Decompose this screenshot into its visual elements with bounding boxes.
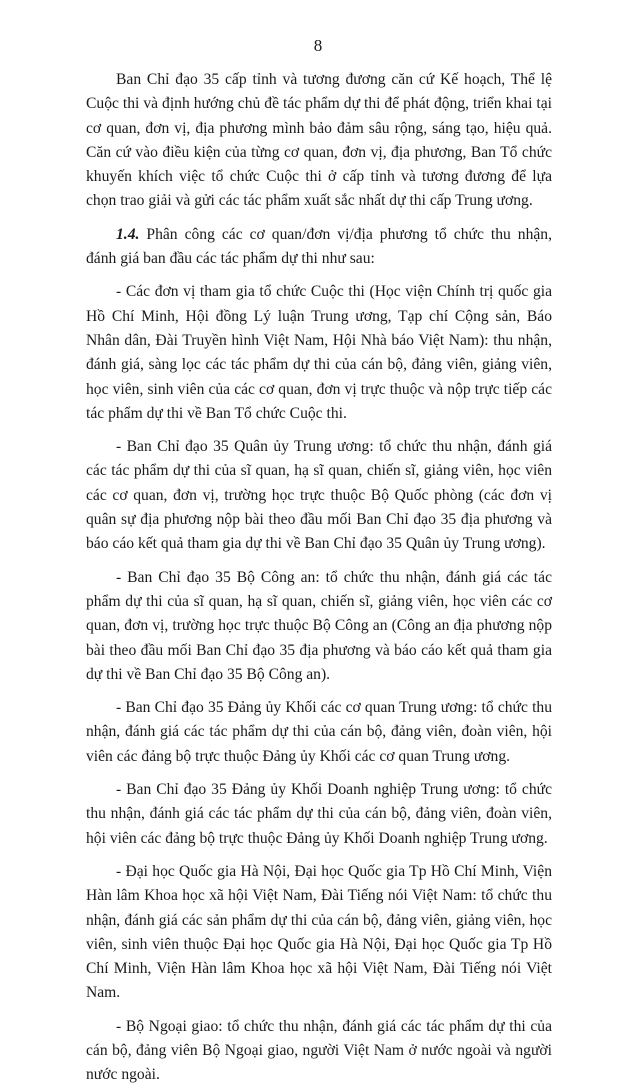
list-item: - Đại học Quốc gia Hà Nội, Đại học Quốc gia Tp Hồ Chí Minh, Viện Hàn lâm Khoa học xã hội Việt Nam, Đài Tiếng nói Việt Nam: tổ chức thu nhận, đánh giá các sản phẩm dự thi của cán bộ, đảng viên, giảng viên, học viên, sinh viên thuộc Đại học Quốc gia Hà Nội, Đại học Quốc gia Tp Hồ Chí Minh, Viện Hàn lâm Khoa học xã hội Việt Nam, Đài Tiếng nói Việt Nam. [86, 862, 552, 1002]
list-item: - Ban Chỉ đạo 35 Đảng ủy Khối các cơ quan Trung ương: tổ chức thu nhận, đánh giá các tác phẩm dự thi của cán bộ, đảng viên, đoàn viên, hội viên các đảng bộ trực thuộc Đảng ủy Khối các cơ quan Trung ương. [86, 699, 552, 765]
document-body [86, 68, 552, 1088]
paragraph-intro: Ban Chỉ đạo 35 cấp tỉnh và tương đương căn cứ Kế hoạch, Thể lệ Cuộc thi và định hướng chủ đề tác phẩm dự thi để phát động, triển khai tại cơ quan, đơn vị, địa phương mình bảo đảm sâu rộng, sáng tạo, hiệu quả. Căn cứ vào điều kiện của từng cơ quan, đơn vị, địa phương, Ban Tổ chức khuyến khích việc tổ chức Cuộc thi ở cấp tỉnh và tương đương để lựa chọn trao giải và gửi các tác phẩm xuất sắc nhất dự thi cấp Trung ương. [86, 71, 552, 210]
section-heading [86, 223, 552, 272]
page-number: 8 [313, 36, 323, 55]
list-item: - Ban Chỉ đạo 35 Đảng ủy Khối Doanh nghiệp Trung ương: tổ chức thu nhận, đánh giá các tác phẩm dự thi của cán bộ, đảng viên, đoàn viên, hội viên các đảng bộ trực thuộc Đảng ủy Khối Doanh nghiệp Trung ương. [86, 781, 552, 847]
section-number: 1.4. [116, 225, 140, 243]
list-item: - Các đơn vị tham gia tổ chức Cuộc thi (Học viện Chính trị quốc gia Hồ Chí Minh, Hội đồng Lý luận Trung ương, Tạp chí Cộng sản, Báo Nhân dân, Đài Truyền hình Việt Nam, Hội Nhà báo Việt Nam): thu nhận, đánh giá, sàng lọc các tác phẩm dự thi của cán bộ, đảng viên, giảng viên, học viên, sinh viên của các cơ quan, đơn vị trực thuộc và nộp trực tiếp các tác phẩm dự thi về Ban Tổ chức Cuộc thi. [86, 283, 552, 422]
list-item: - Ban Chỉ đạo 35 Bộ Công an: tổ chức thu nhận, đánh giá các tác phẩm dự thi của sĩ quan, hạ sĩ quan, chiến sĩ, giảng viên, học viên các cơ quan, đơn vị, trường học trực thuộc Bộ Công an (Công an địa phương nộp bài theo đầu mối Ban Chỉ đạo 35 địa phương và báo cáo kết quả tham gia dự thi về Ban Chỉ đạo 35 Bộ Công an). [86, 568, 552, 683]
list-item: - Ban Chỉ đạo 35 Quân ủy Trung ương: tổ chức thu nhận, đánh giá các tác phẩm dự thi của sĩ quan, hạ sĩ quan, chiến sĩ, giảng viên, học viên các cơ quan, đơn vị, trường học trực thuộc Bộ Quốc phòng (các đơn vị quân sự địa phương nộp bài theo đầu mối Ban Chỉ đạo 35 địa phương và báo cáo kết quả tham gia dự thi về Ban Chỉ đạo 35 Quân ủy Trung ương). [86, 438, 552, 553]
list-item: - Bộ Ngoại giao: tổ chức thu nhận, đánh giá các tác phẩm dự thi của cán bộ, đảng viên Bộ Ngoại giao, người Việt Nam ở nước ngoài và người nước ngoài. [86, 1017, 552, 1084]
section-title: Phân công các cơ quan/đơn vị/địa phương tổ chức thu nhận, đánh giá ban đầu các tác phẩm dự thi như sau: [86, 225, 552, 268]
